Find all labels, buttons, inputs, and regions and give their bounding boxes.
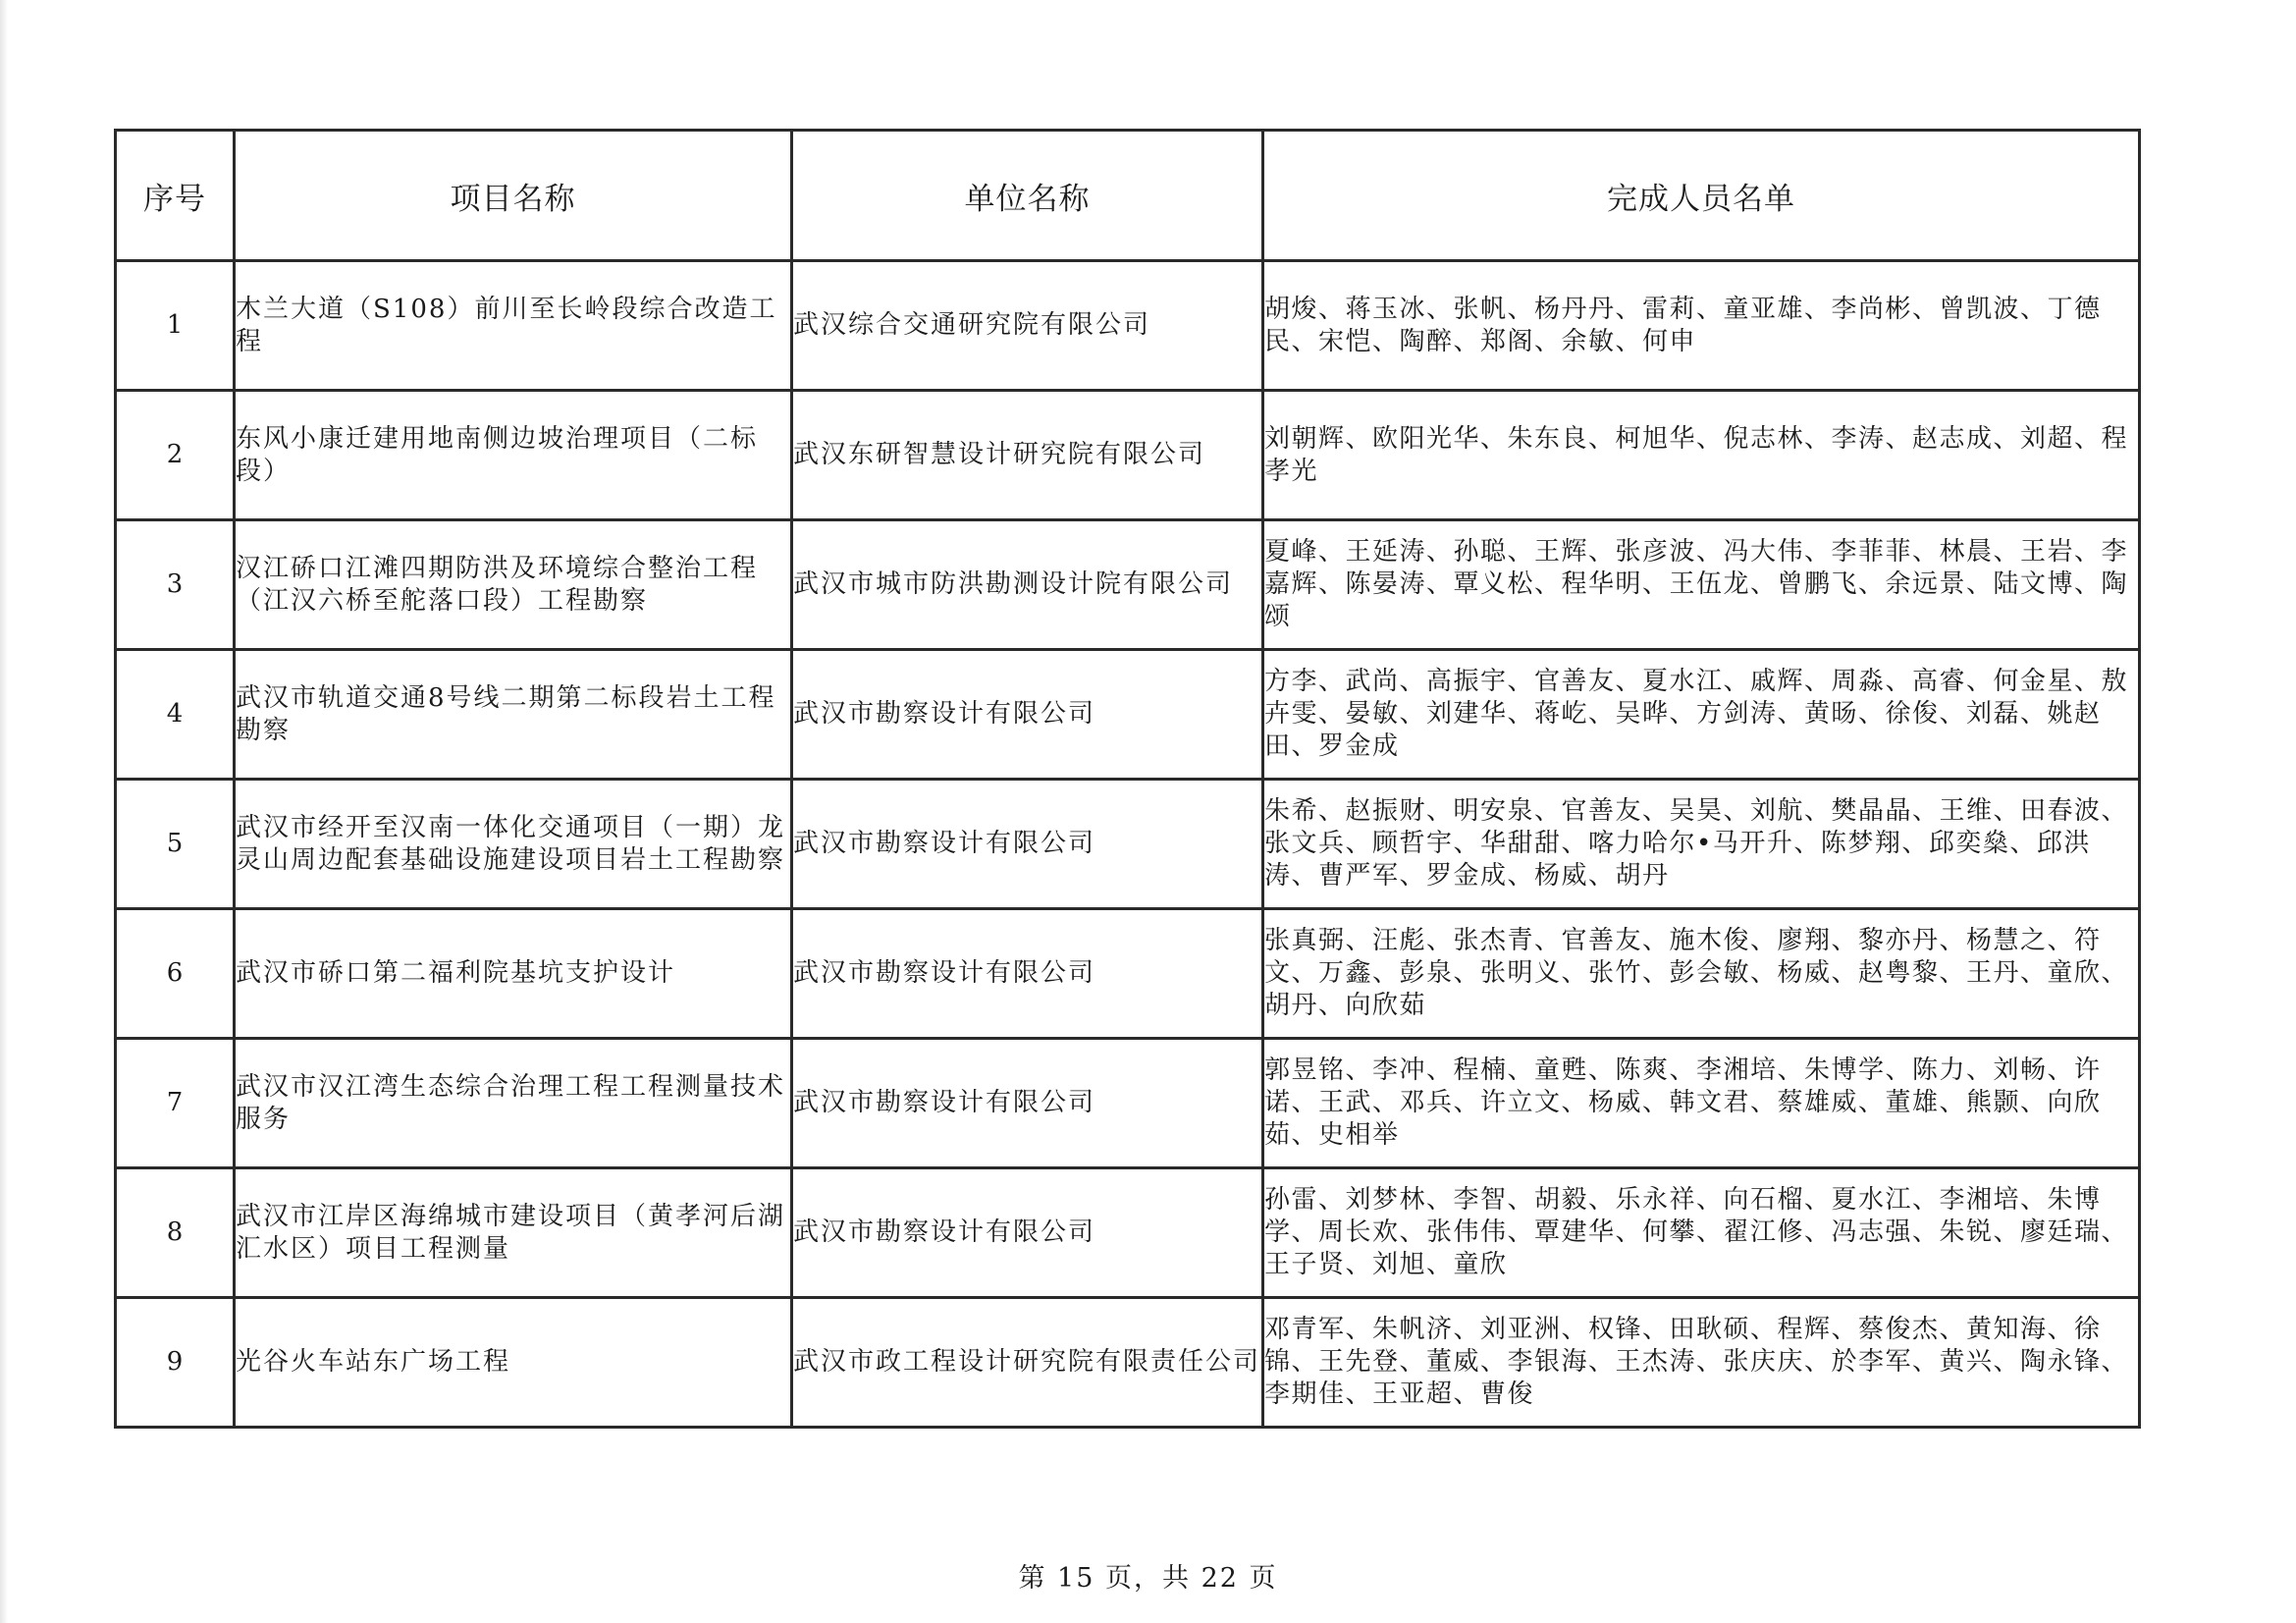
row-unit-name: 武汉综合交通研究院有限公司 — [792, 261, 1263, 391]
row-project-name: 武汉市轨道交通8号线二期第二标段岩土工程勘察 — [235, 650, 792, 780]
table-row — [116, 650, 2140, 780]
row-project-name: 汉江硚口江滩四期防洪及环境综合整治工程（江汉六桥至舵落口段）工程勘察 — [235, 520, 792, 650]
row-project-name: 光谷火车站东广场工程 — [235, 1298, 792, 1428]
table-row — [116, 909, 2140, 1039]
row-project-name: 东风小康迁建用地南侧边坡治理项目（二标段） — [235, 391, 792, 520]
table-row — [116, 261, 2140, 391]
row-unit-name: 武汉市勘察设计有限公司 — [792, 1039, 1263, 1168]
table-row — [116, 1298, 2140, 1428]
table-header-row — [116, 131, 2140, 261]
row-index: 3 — [116, 520, 235, 650]
row-project-name: 武汉市汉江湾生态综合治理工程工程测量技术服务 — [235, 1039, 792, 1168]
row-people-list: 邓青军、朱帆济、刘亚洲、权锋、田耿硕、程辉、蔡俊杰、黄知海、徐锦、王先登、董威、李银海、王杰涛、张庆庆、於李军、黄兴、陶永锋、李期佳、王亚超、曹俊 — [1263, 1298, 2140, 1428]
table-row — [116, 780, 2140, 909]
row-people-list: 郭昱铭、李冲、程楠、童甦、陈爽、李湘培、朱博学、陈力、刘畅、许诺、王武、邓兵、许立文、杨威、韩文君、蔡雄威、董雄、熊颢、向欣茹、史相举 — [1263, 1039, 2140, 1168]
row-index: 5 — [116, 780, 235, 909]
row-project-name: 木兰大道（S108）前川至长岭段综合改造工程 — [235, 261, 792, 391]
row-index: 6 — [116, 909, 235, 1039]
row-people-list: 夏峰、王延涛、孙聪、王辉、张彦波、冯大伟、李菲菲、林晨、王岩、李嘉辉、陈晏涛、覃义松、程华明、王伍龙、曾鹏飞、余远景、陆文博、陶颂 — [1263, 520, 2140, 650]
row-people-list: 张真弼、汪彪、张杰青、官善友、施木俊、廖翔、黎亦丹、杨慧之、符文、万鑫、彭泉、张明义、张竹、彭会敏、杨威、赵粤黎、王丹、童欣、胡丹、向欣茹 — [1263, 909, 2140, 1039]
row-people-list: 方李、武尚、高振宇、官善友、夏水江、戚辉、周淼、高睿、何金星、敖卉雯、晏敏、刘建华、蒋屹、吴晔、方剑涛、黄旸、徐俊、刘磊、姚赵田、罗金成 — [1263, 650, 2140, 780]
table-row — [116, 520, 2140, 650]
row-people-list: 胡焌、蒋玉冰、张帆、杨丹丹、雷莉、童亚雄、李尚彬、曾凯波、丁德民、宋恺、陶醉、郑阁、余敏、何申 — [1263, 261, 2140, 391]
row-people-list: 朱希、赵振财、明安泉、官善友、吴昊、刘航、樊晶晶、王维、田春波、张文兵、顾哲宇、华甜甜、喀力哈尔•马开升、陈梦翔、邱奕燊、邱洪涛、曹严军、罗金成、杨威、胡丹 — [1263, 780, 2140, 909]
row-unit-name: 武汉市城市防洪勘测设计院有限公司 — [792, 520, 1263, 650]
header-project-name: 项目名称 — [235, 131, 792, 261]
scan-page-edge — [0, 0, 8, 1623]
header-people-list: 完成人员名单 — [1263, 131, 2140, 261]
row-index: 9 — [116, 1298, 235, 1428]
row-index: 1 — [116, 261, 235, 391]
header-unit-name: 单位名称 — [792, 131, 1263, 261]
page-number-footer: 第 15 页，共 22 页 — [1018, 1563, 1278, 1594]
row-project-name: 武汉市经开至汉南一体化交通项目（一期）龙灵山周边配套基础设施建设项目岩土工程勘察 — [235, 780, 792, 909]
row-index: 7 — [116, 1039, 235, 1168]
row-unit-name: 武汉市勘察设计有限公司 — [792, 909, 1263, 1039]
row-project-name: 武汉市江岸区海绵城市建设项目（黄孝河后湖汇水区）项目工程测量 — [235, 1168, 792, 1298]
row-index: 2 — [116, 391, 235, 520]
row-people-list: 刘朝辉、欧阳光华、朱东良、柯旭华、倪志林、李涛、赵志成、刘超、程孝光 — [1263, 391, 2140, 520]
row-unit-name: 武汉市勘察设计有限公司 — [792, 780, 1263, 909]
header-index: 序号 — [116, 131, 235, 261]
table-row — [116, 1039, 2140, 1168]
row-unit-name: 武汉市政工程设计研究院有限责任公司 — [792, 1298, 1263, 1428]
row-unit-name: 武汉市勘察设计有限公司 — [792, 650, 1263, 780]
row-index: 4 — [116, 650, 235, 780]
table-row — [116, 391, 2140, 520]
row-unit-name: 武汉市勘察设计有限公司 — [792, 1168, 1263, 1298]
row-index: 8 — [116, 1168, 235, 1298]
row-people-list: 孙雷、刘梦林、李智、胡毅、乐永祥、向石榴、夏水江、李湘培、朱博学、周长欢、张伟伟、覃建华、何攀、翟江修、冯志强、朱锐、廖廷瑞、王子贤、刘旭、童欣 — [1263, 1168, 2140, 1298]
row-unit-name: 武汉东研智慧设计研究院有限公司 — [792, 391, 1263, 520]
award-roster-table — [114, 129, 2141, 1429]
table-row — [116, 1168, 2140, 1298]
row-project-name: 武汉市硚口第二福利院基坑支护设计 — [235, 909, 792, 1039]
